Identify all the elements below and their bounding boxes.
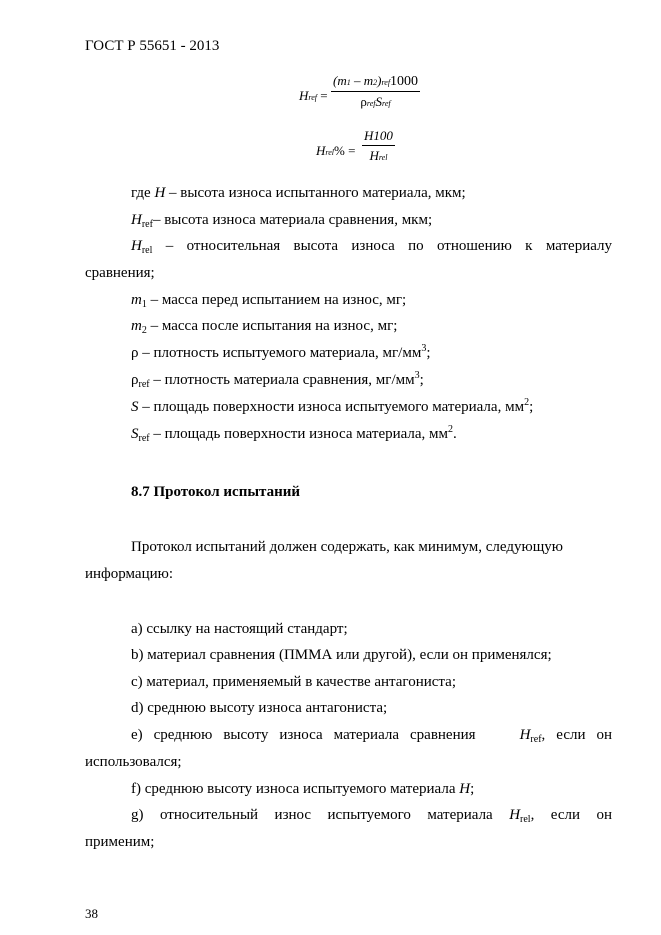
def-m1: $m_1$ – масса перед испытанием на износ, мг; xyxy=(131,292,407,310)
def-rho-ref: $\rho_{ref}$ – плотность материала сравнения, $мг/мм^3$; xyxy=(131,370,424,390)
def-h: где H – высота износа испытанного материала, мкм; xyxy=(131,185,466,201)
list-item-b: b) материал сравнения (ПММА или другой), если он применялся; xyxy=(131,647,552,663)
list-item-d: d) среднюю высоту износа антагониста; xyxy=(131,700,388,716)
intro-line: информацию: xyxy=(85,566,174,582)
def-s-ref: $S_{ref}$ – площадь поверхности износа материала, $мм^2$. xyxy=(131,424,457,444)
list-item-e-cont: использовался; xyxy=(85,754,182,770)
section-title: 8.7 Протокол испытаний xyxy=(131,484,301,500)
list-item-f: f) среднюю высоту износа испытуемого материала H; xyxy=(131,781,475,797)
fraction: H100 Hrel xyxy=(364,128,393,163)
list-item-c: c) материал, применяемый в качестве антагониста; xyxy=(131,674,456,690)
formula-lhs: Href = xyxy=(299,88,328,103)
list-item-e: e) среднюю высоту износа материала сравнения $H_{ref}$, если он xyxy=(131,727,613,745)
def-rho: ρ – плотность испытуемого материала, $мг/мм^3$; xyxy=(131,343,431,361)
page-header: ГОСТ Р 55651 - 2013 xyxy=(85,38,220,54)
list-item-a: а) ссылку на настоящий стандарт; xyxy=(131,621,348,637)
list-item-g-cont: применим; xyxy=(85,834,155,850)
page-number: 38 xyxy=(85,906,98,921)
def-s: S – площадь поверхности износа испытуемого материала, $мм^2$; xyxy=(131,397,534,415)
def-h-rel-cont: сравнения; xyxy=(85,265,155,281)
formula-lhs: Hrel% = xyxy=(316,143,356,158)
list-item-g: g) относительный износ испытуемого материала $H_{rel}$, если он xyxy=(131,807,612,825)
def-h-rel: $H_{rel}$ – относительная высота износа по отношению к материалу xyxy=(131,238,612,256)
def-m2: $m_2$ – масса после испытания на износ, мг; xyxy=(131,318,398,336)
intro-line: Протокол испытаний должен содержать, как минимум, следующую xyxy=(131,539,563,555)
fraction: (m1 – m2)ref1000 ρrefSref xyxy=(333,73,419,109)
def-h-ref: $H_{ref}-$ высота износа материала сравнения, мкм; xyxy=(131,212,433,230)
